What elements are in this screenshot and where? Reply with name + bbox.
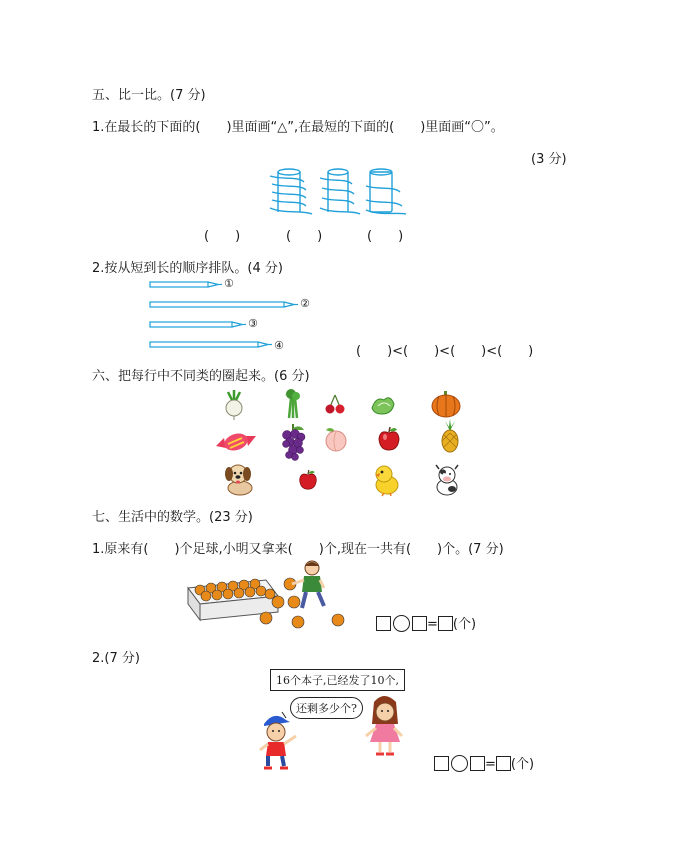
cabbage-icon <box>370 392 396 416</box>
q1-text: 1.在最长的下面的( )里面画“△”,在最短的下面的( )里面画“〇”。 <box>92 120 504 135</box>
unit-label: (个) <box>452 617 477 632</box>
s7-q2-equation[interactable] <box>434 753 534 772</box>
answer-box[interactable] <box>376 616 391 631</box>
equals-sign: = <box>485 757 496 772</box>
spring-1-icon <box>270 169 312 214</box>
section7-title: 七、生活中的数学。(23 分) <box>92 510 253 525</box>
spring-3-icon <box>366 169 406 214</box>
spring-2-icon <box>320 169 360 214</box>
apple-small-icon <box>298 469 318 491</box>
equals-sign: = <box>427 617 438 632</box>
pencil-4-icon <box>150 342 272 347</box>
football-box-illustration <box>186 558 348 630</box>
q1-score: (3 分) <box>531 152 567 167</box>
dog-icon <box>222 462 258 496</box>
pencil-3-icon <box>150 322 246 327</box>
result-box[interactable] <box>496 756 511 771</box>
answer-box[interactable] <box>412 616 427 631</box>
cow-icon <box>432 463 462 497</box>
pencil-1-icon <box>150 282 222 287</box>
s7-q1-text: 1.原来有( )个足球,小明又拿来( )个,现在一共有( )个。(7 分) <box>92 542 504 557</box>
operator-circle[interactable] <box>451 755 468 772</box>
q1-blank-3[interactable]: ( ) <box>367 229 404 244</box>
chick-icon <box>371 463 401 495</box>
pencil-label-1: ① <box>224 277 234 290</box>
apple-icon <box>377 426 401 452</box>
grapes-icon <box>280 422 306 462</box>
speech-bubble-2: 还剩多少个? <box>290 697 363 719</box>
radish-icon <box>222 390 246 420</box>
cherry-icon <box>325 393 345 415</box>
q1-blank-2[interactable]: ( ) <box>286 229 323 244</box>
pineapple-icon <box>439 419 461 453</box>
pumpkin-icon <box>431 390 461 418</box>
section5-title: 五、比一比。(7 分) <box>92 88 206 103</box>
order-answer[interactable]: ( )<( )<( )<( ) <box>356 344 534 359</box>
springs-illustration <box>262 166 412 218</box>
q2-text: 2.按从短到长的顺序排队。(4 分) <box>92 261 283 276</box>
answer-box[interactable] <box>470 756 485 771</box>
children-illustration <box>256 690 416 772</box>
pencil-label-2: ② <box>300 297 310 310</box>
peach-icon <box>322 426 350 452</box>
pencil-2-icon <box>150 302 298 307</box>
operator-circle[interactable] <box>393 615 410 632</box>
pencil-label-3: ③ <box>248 317 258 330</box>
s7-q2-text: 2.(7 分) <box>92 651 140 666</box>
girl-icon <box>366 696 402 754</box>
q1-blank-1[interactable]: ( ) <box>204 229 241 244</box>
result-box[interactable] <box>438 616 453 631</box>
section6-title: 六、把每行中不同类的圈起来。(6 分) <box>92 369 310 384</box>
pencil-label-4: ④ <box>274 339 284 352</box>
answer-box[interactable] <box>434 756 449 771</box>
boy-cap-icon <box>260 716 296 768</box>
celery-icon <box>281 388 303 420</box>
s7-q1-equation[interactable] <box>376 613 476 632</box>
unit-label: (个) <box>510 757 535 772</box>
candy-icon <box>214 428 258 456</box>
speech-bubble-1: 16个本子,已经发了10个, <box>270 669 405 691</box>
